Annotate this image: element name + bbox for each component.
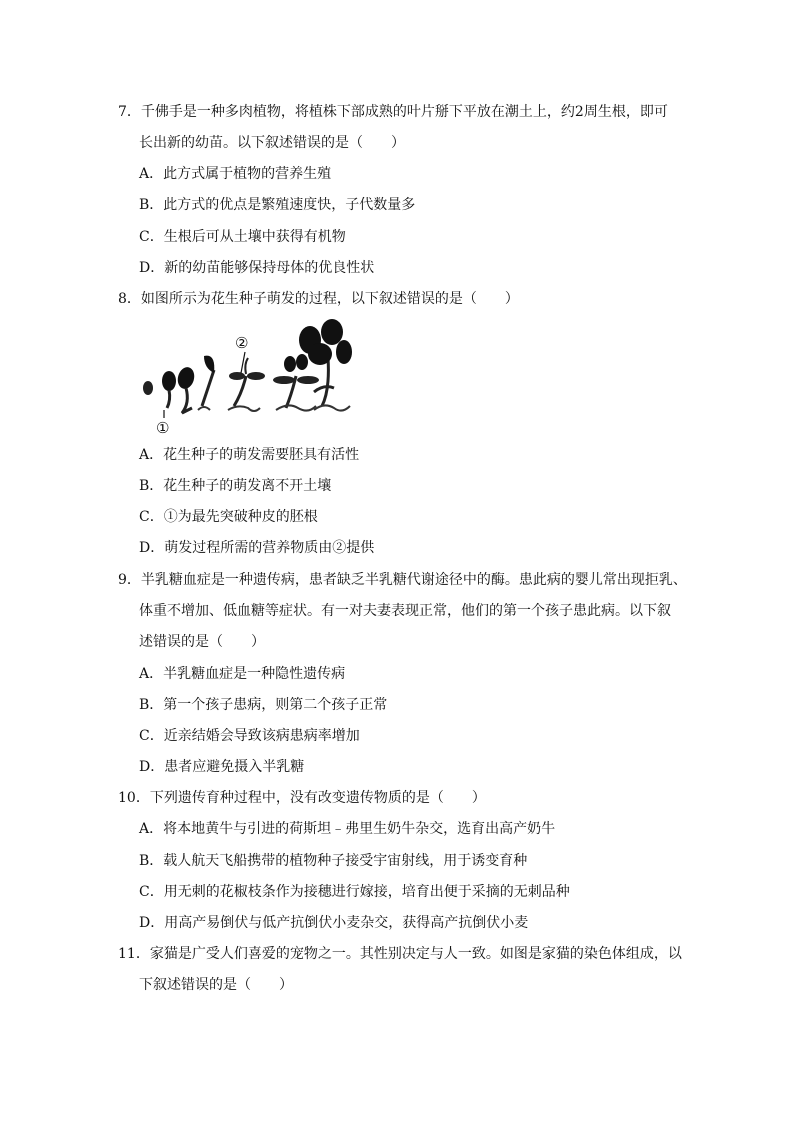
question-8-option-c: C．①为最先突破种皮的胚根 [139, 509, 318, 525]
cotyledon-stage-4 [204, 356, 214, 373]
branch-stage-7 [314, 387, 334, 392]
question-8-stem-line-1 [118, 289, 519, 309]
root-stage-7 [314, 405, 350, 410]
root-stage-5 [228, 406, 260, 411]
question-10-option-c: C．用无刺的花椒枝条作为接穗进行嫁接，培育出便于采摘的无刺品种 [139, 884, 570, 900]
question-9-stem-line-1 [118, 570, 687, 590]
root-stage-4 [198, 407, 210, 410]
question-number: 10． [118, 790, 150, 806]
figure-label-2: ② [235, 334, 249, 352]
leaf-stage-7c [308, 343, 332, 365]
question-9-stem-line-3: 述错误的是（ ） [139, 634, 265, 650]
question-10-option-d: D．用高产易倒伏与低产抗倒伏小麦杂交，获得高产抗倒伏小麦 [139, 915, 529, 931]
stem-stage-7 [322, 358, 328, 406]
question-7-stem-line-1 [118, 102, 668, 122]
stem-stage-5 [234, 376, 246, 406]
cotyledon-left-stage-6 [273, 376, 295, 384]
question-9-option-c: C．近亲结婚会导致该病患病率增加 [139, 728, 360, 744]
question-7-option-c: C．生根后可从土壤中获得有机物 [139, 229, 346, 245]
leaf-stage-7d [336, 340, 352, 364]
leaf-stage-6b [296, 354, 308, 370]
question-10-option-a: A．将本地黄牛与引进的荷斯坦﹣弗里生奶牛杂交，选育出高产奶牛 [139, 821, 556, 837]
question-number: 8． [118, 291, 141, 307]
question-10-stem-line-1 [118, 788, 486, 808]
root-stage-6 [276, 405, 316, 410]
seed-stage-2 [162, 371, 176, 391]
radicle-stage-3 [182, 388, 192, 413]
question-7-option-d: D．新的幼苗能够保持母体的优良性状 [139, 260, 375, 276]
question-9-stem-line-2: 体重不增加、低血糖等症状。有一对夫妻表现正常，他们的第一个孩子患此病。以下叙 [139, 603, 671, 619]
question-number: 7． [118, 104, 141, 120]
question-9-option-d: D．患者应避免摄入半乳糖 [139, 759, 305, 775]
seed-stage-3 [175, 365, 196, 390]
radicle-stage-2 [167, 390, 170, 408]
question-text: 千佛手是一种多肉植物，将植株下部成熟的叶片掰下平放在潮土上，约2周生根，即可 [140, 104, 668, 120]
question-number: 11． [118, 946, 150, 962]
question-7-option-a: A．此方式属于植物的营养生殖 [139, 166, 332, 182]
peanut-germination-figure [138, 318, 378, 438]
figure-label-1: ① [156, 419, 170, 437]
question-text: 下列遗传育种过程中，没有改变遗传物质的是（ ） [149, 790, 486, 806]
cotyledon-right-stage-5 [247, 372, 265, 380]
question-7-stem-line-2: 长出新的幼苗。以下叙述错误的是（ ） [139, 135, 405, 151]
question-text: 半乳糖血症是一种遗传病，患者缺乏半乳糖代谢途径中的酶。患此病的婴儿常出现拒乳、 [140, 572, 687, 588]
pointer-line-2 [241, 352, 245, 373]
question-10-option-b: B．载人航天飞船携带的植物种子接受宇宙射线，用于诱变育种 [139, 853, 528, 869]
leaf-stage-6a [284, 356, 296, 372]
leaf-stage-7b [321, 319, 343, 345]
question-number: 9． [118, 572, 141, 588]
question-11-stem-line-2: 下叙述错误的是（ ） [139, 977, 293, 993]
question-text: 家猫是广受人们喜爱的宠物之一。其性别决定与人一致。如图是家猫的染色体组成，以 [149, 946, 682, 962]
seed-stage-1 [143, 381, 153, 395]
stem-stage-4 [202, 370, 214, 406]
question-8-option-a: A．花生种子的萌发需要胚具有活性 [139, 447, 360, 463]
question-9-option-a: A．半乳糖血症是一种隐性遗传病 [139, 666, 346, 682]
plumule-stage-5 [245, 358, 248, 374]
question-8-option-d: D．萌发过程所需的营养物质由②提供 [139, 540, 375, 556]
question-11-stem-line-1 [118, 944, 682, 964]
question-9-option-b: B．第一个孩子患病，则第二个孩子正常 [139, 697, 388, 713]
germination-illustration [138, 318, 378, 438]
question-8-option-b: B．花生种子的萌发离不开土壤 [139, 478, 332, 494]
question-7-option-b: B．此方式的优点是繁殖速度快，子代数量多 [139, 197, 416, 213]
cotyledon-left-stage-5 [229, 372, 245, 380]
question-text: 如图所示为花生种子萌发的过程，以下叙述错误的是（ ） [140, 291, 519, 307]
cotyledon-right-stage-6 [297, 376, 319, 384]
